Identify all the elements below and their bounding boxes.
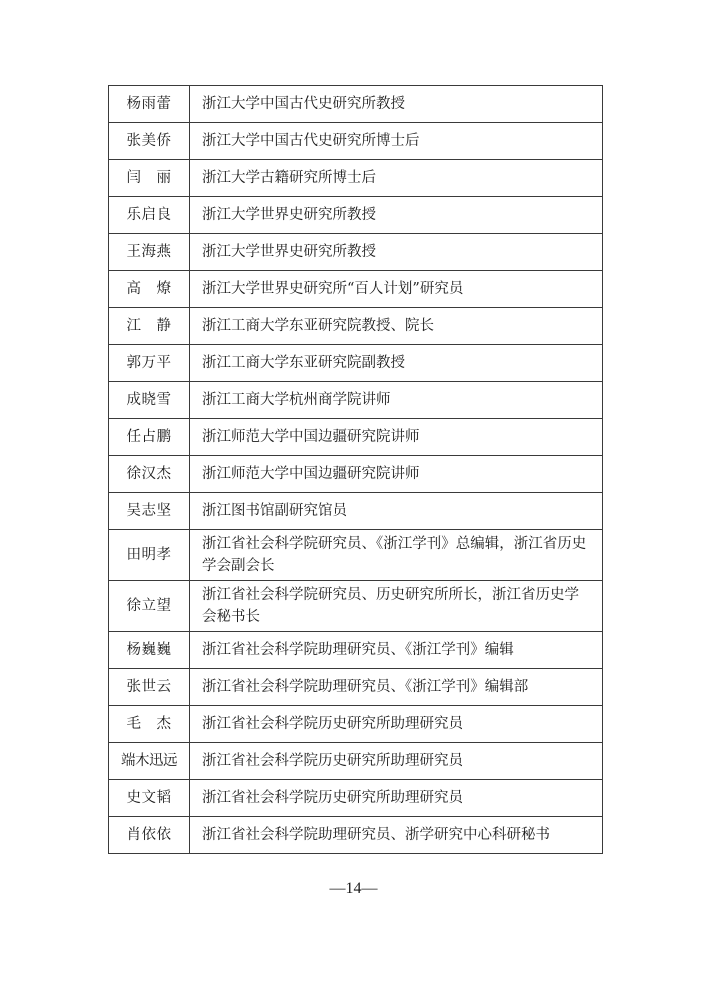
person-name-cell: 杨雨蕾	[109, 86, 190, 123]
affiliation-cell: 浙江师范大学中国边疆研究院讲师	[190, 456, 603, 493]
person-name-cell: 史文韬	[109, 780, 190, 817]
person-name-cell: 端木迅远	[109, 743, 190, 780]
person-name-cell: 闫 丽	[109, 160, 190, 197]
table-row	[109, 530, 603, 581]
person-name-cell: 吴志坚	[109, 493, 190, 530]
roster-table-body	[109, 86, 603, 854]
person-name-cell: 高 燎	[109, 271, 190, 308]
table-row	[109, 123, 603, 160]
person-name-cell: 王海燕	[109, 234, 190, 271]
person-name-cell: 徐立望	[109, 581, 190, 632]
table-row	[109, 493, 603, 530]
table-row	[109, 382, 603, 419]
table-row	[109, 160, 603, 197]
table-row	[109, 780, 603, 817]
person-name-cell: 张美侨	[109, 123, 190, 160]
table-row	[109, 271, 603, 308]
person-name-cell: 成晓雪	[109, 382, 190, 419]
person-name-cell: 肖依依	[109, 817, 190, 854]
person-name-cell: 毛 杰	[109, 706, 190, 743]
affiliation-cell: 浙江师范大学中国边疆研究院讲师	[190, 419, 603, 456]
affiliation-cell: 浙江大学中国古代史研究所教授	[190, 86, 603, 123]
person-name-cell: 张世云	[109, 669, 190, 706]
table-row	[109, 817, 603, 854]
affiliation-cell: 浙江大学古籍研究所博士后	[190, 160, 603, 197]
affiliation-cell: 浙江省社会科学院历史研究所助理研究员	[190, 743, 603, 780]
person-name-cell: 乐启良	[109, 197, 190, 234]
person-name-cell: 江 静	[109, 308, 190, 345]
table-row	[109, 632, 603, 669]
table-row	[109, 197, 603, 234]
person-name-cell: 郭万平	[109, 345, 190, 382]
affiliation-cell: 浙江省社会科学院助理研究员、《浙江学刊》编辑部	[190, 669, 603, 706]
table-row	[109, 308, 603, 345]
affiliation-cell: 浙江省社会科学院研究员、《浙江学刊》总编辑，浙江省历史学会副会长	[190, 530, 603, 581]
affiliation-cell: 浙江大学世界史研究所教授	[190, 197, 603, 234]
affiliation-cell: 浙江省社会科学院研究员、历史研究所所长，浙江省历史学会秘书长	[190, 581, 603, 632]
affiliation-cell: 浙江省社会科学院历史研究所助理研究员	[190, 706, 603, 743]
affiliation-cell: 浙江工商大学东亚研究院教授、院长	[190, 308, 603, 345]
table-row	[109, 234, 603, 271]
affiliation-cell: 浙江工商大学东亚研究院副教授	[190, 345, 603, 382]
table-row	[109, 456, 603, 493]
affiliation-cell: 浙江省社会科学院助理研究员、《浙江学刊》编辑	[190, 632, 603, 669]
table-row	[109, 345, 603, 382]
affiliation-cell: 浙江工商大学杭州商学院讲师	[190, 382, 603, 419]
person-name-cell: 杨巍巍	[109, 632, 190, 669]
person-name-cell: 田明孝	[109, 530, 190, 581]
person-name-cell: 徐汉杰	[109, 456, 190, 493]
table-row	[109, 581, 603, 632]
affiliation-cell: 浙江省社会科学院助理研究员、浙学研究中心科研秘书	[190, 817, 603, 854]
affiliation-cell: 浙江省社会科学院历史研究所助理研究员	[190, 780, 603, 817]
person-name-cell: 任占鹏	[109, 419, 190, 456]
table-row	[109, 743, 603, 780]
affiliation-cell: 浙江大学世界史研究所教授	[190, 234, 603, 271]
affiliation-cell: 浙江图书馆副研究馆员	[190, 493, 603, 530]
page-number: —14—	[329, 880, 378, 897]
table-row	[109, 419, 603, 456]
roster-table	[108, 85, 603, 854]
affiliation-cell: 浙江大学世界史研究所“百人计划”研究员	[190, 271, 603, 308]
table-row	[109, 669, 603, 706]
affiliation-cell: 浙江大学中国古代史研究所博士后	[190, 123, 603, 160]
table-row	[109, 86, 603, 123]
table-row	[109, 706, 603, 743]
